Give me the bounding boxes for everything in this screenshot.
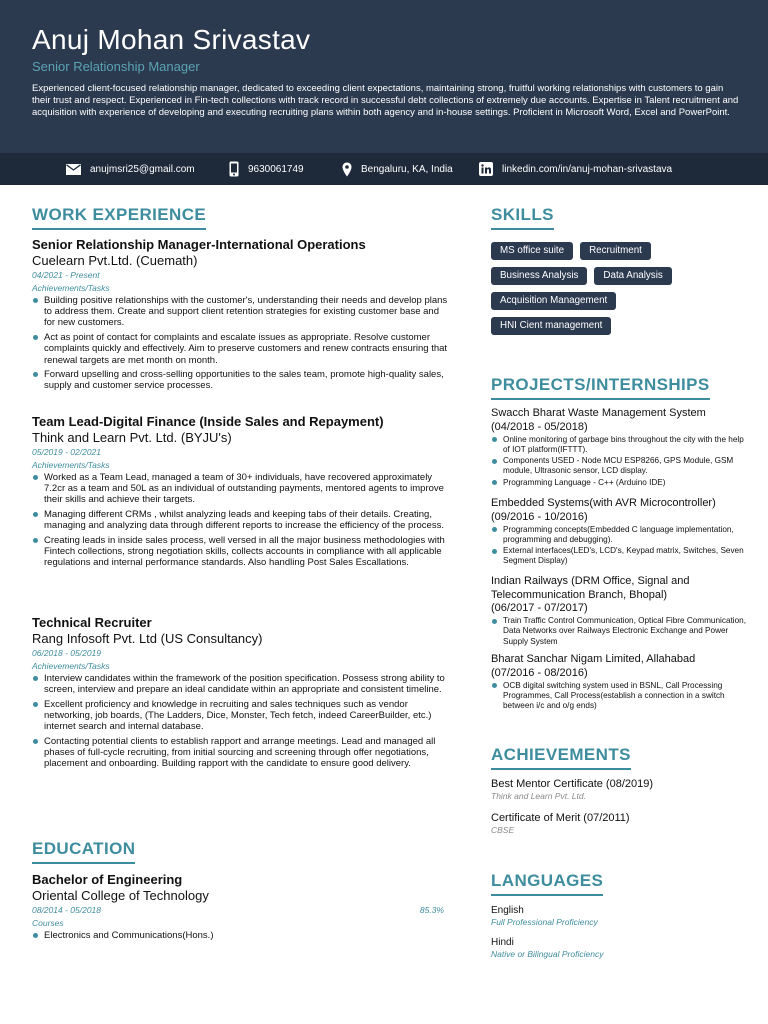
phone-icon: [229, 161, 239, 177]
job-title: Team Lead-Digital Finance (Inside Sales and Repayment): [32, 414, 384, 429]
job-entry: [32, 237, 452, 395]
project-dates: (06/2017 - 07/2017): [491, 602, 588, 614]
project-title: Swacch Bharat Waste Management System: [491, 407, 706, 419]
project-bullet: External interfaces(LED's, LCD's, Keypad matrix, Switches, Seven Segment Display): [491, 546, 746, 567]
job-bullet: Contacting potential clients to establish rapport and arrange meetings. Lead and managed all phases of full-cycle recruiting, from initial sourcing and screening through offer negotiations, placement and onboarding. Building rapport with the candidate to ensure good delivery.: [32, 736, 452, 770]
company-name: Think and Learn Pvt. Ltd. (BYJU's): [32, 430, 232, 445]
job-dates: 04/2021 - Present: [32, 270, 100, 280]
job-entry: [32, 414, 452, 572]
contact-email[interactable]: [66, 153, 195, 185]
profile-summary: Experienced client-focused relationship manager, dedicated to exceeding client expectations, maintaining strong, fruitful working relationships with customers to gain their trust and respect. Experienced in Fin-tech collections with track record in successful debt collections of extremely due accounts. Expertise in Talent recruitment and acquisition with experience of developing and executing recruiting plans within both agency and in-house settings. Proficient in Microsoft Word, Excel and PowerPoint.: [32, 83, 739, 118]
language-item: [491, 904, 746, 928]
linkedin-icon: [479, 162, 493, 176]
project-bullets: [491, 435, 746, 488]
courses-label: Courses: [32, 918, 64, 928]
project-dates: (09/2016 - 10/2016): [491, 510, 588, 523]
candidate-title: Senior Relationship Manager: [32, 59, 200, 74]
project-title: Indian Railways (DRM Office, Signal and Telecommunication Branch, Bhopal): [491, 575, 690, 601]
job-title: Senior Relationship Manager-International Operations: [32, 237, 366, 252]
work-experience-heading: WORK EXPERIENCE: [32, 205, 206, 230]
project-bullet: Programming concepts(Embedded C language implementation, programming and debugging).: [491, 525, 746, 546]
languages-heading: LANGUAGES: [491, 871, 603, 896]
linkedin-text: linkedin.com/in/anuj-mohan-srivastava: [502, 163, 673, 175]
company-name: Rang Infosoft Pvt. Ltd (US Consultancy): [32, 631, 263, 646]
project-bullets: [491, 616, 746, 647]
project-dates: (07/2016 - 08/2016): [491, 666, 588, 679]
job-dates: 05/2019 - 02/2021: [32, 447, 102, 457]
skill-tag: Recruitment: [580, 242, 651, 260]
job-bullet: Interview candidates within the framework of the position specification. Possess strong ability to screen, interview and prepare an ideal candidate within an appropriate and consistent timeline.: [32, 673, 452, 695]
degree: Bachelor of Engineering: [32, 872, 183, 887]
job-title: Technical Recruiter: [32, 615, 152, 630]
project-entry: [491, 653, 746, 712]
achievements-heading: ACHIEVEMENTS: [491, 745, 631, 770]
project-dates: (04/2018 - 05/2018): [491, 420, 588, 433]
project-bullet: Train Traffic Control Communication, Optical Fibre Communication, Data Networks over Railways Electronic Exchange and Power Supply System: [491, 616, 746, 647]
job-bullets: [32, 295, 452, 392]
education-grade: 85.3%: [419, 905, 444, 915]
education-entry: [32, 872, 444, 945]
job-bullet: Act as point of contact for complaints and escalate issues as appropriate. Resolve customer complaints quickly and effectively. Aim to preserve customers and renew contracts ensuring that renewal targets are met month on month.: [32, 332, 452, 366]
achievement-title: Best Mentor Certificate (08/2019): [491, 778, 654, 790]
location-text: Bengaluru, KA, India: [361, 163, 453, 175]
job-bullet: Excellent proficiency and knowledge in recruiting and sales techniques such as vendor networking, job boards, (The Ladders, Dice, Monster, Tech fetch, indeed CareerBuilder, etc.) internet search and internal database.: [32, 699, 452, 733]
course-list: [32, 930, 444, 941]
project-bullets: [491, 525, 746, 567]
skill-tag: MS office suite: [491, 242, 573, 260]
skill-tag: Business Analysis: [491, 267, 587, 285]
skill-tag: Data Analysis: [594, 267, 671, 285]
tasks-label: Achievements/Tasks: [32, 460, 110, 470]
project-entry: [491, 497, 746, 568]
job-entry: [32, 615, 452, 773]
job-bullets: [32, 472, 452, 569]
tasks-label: Achievements/Tasks: [32, 283, 110, 293]
language-item: [491, 936, 746, 960]
job-bullets: [32, 673, 452, 770]
language-level: Full Professional Proficiency: [491, 917, 598, 927]
language-name: Hindi: [491, 937, 514, 948]
achievement-issuer: Think and Learn Pvt. Ltd.: [491, 791, 586, 801]
achievement-title: Certificate of Merit (07/2011): [491, 812, 630, 824]
contact-phone[interactable]: [229, 153, 304, 185]
tasks-label: Achievements/Tasks: [32, 661, 110, 671]
company-name: Cuelearn Pvt.Ltd. (Cuemath): [32, 253, 198, 268]
projects-heading: PROJECTS/INTERNSHIPS: [491, 375, 710, 400]
job-bullet: Worked as a Team Lead, managed a team of 30+ individuals, have recovered approximately 7.2cr as a team and 50L as an individual of outstanding payments, mentored agents to improve their skills and achieve their targets.: [32, 472, 452, 506]
language-level: Native or Bilingual Proficiency: [491, 949, 604, 959]
skills-list: [491, 242, 751, 342]
achievement-item: [491, 777, 746, 802]
achievement-issuer: CBSE: [491, 825, 515, 835]
project-title: Embedded Systems(with AVR Microcontroller): [491, 497, 716, 509]
project-bullet: Components USED - Node MCU ESP8266, GPS Module, GSM module, Ultrasonic sensor, LCD display.: [491, 456, 746, 477]
language-name: English: [491, 905, 524, 916]
skill-tag: HNI Cient management: [491, 317, 611, 335]
project-entry: [491, 407, 746, 489]
project-bullets: [491, 681, 746, 712]
resume-header: [0, 0, 768, 153]
project-entry: [491, 575, 746, 648]
course-item: Electronics and Communications(Hons.): [32, 930, 444, 941]
skill-tag: Acquisition Management: [491, 292, 616, 310]
project-bullet: OCB digital switching system used in BSNL, Call Processing Programmes, Call Process(establish a connection in a switch between i/c and o/g ends): [491, 681, 746, 712]
school-name: Oriental College of Technology: [32, 888, 209, 903]
job-bullet: Creating leads in inside sales process, well versed in all the major business methodologies with Fintech collections, strong negotiation skills, collects accounts in compliance with all applicable regulations and internal performance standards. Also handling Post Sales Escallations.: [32, 535, 452, 569]
email-icon: [66, 164, 81, 175]
achievement-item: [491, 811, 746, 836]
skills-heading: SKILLS: [491, 205, 554, 230]
education-heading: EDUCATION: [32, 839, 135, 864]
job-bullet: Managing different CRMs , whilst analyzing leads and keeping tabs of their details. Creating, managing and analyzing data through different reports to increase the efficiency of the process.: [32, 509, 452, 531]
phone-text: 9630061749: [248, 163, 304, 175]
project-bullet: Programming Language - C++ (Arduino IDE): [491, 478, 746, 488]
job-bullet: Forward upselling and cross-selling opportunities to the sales team, promote high-quality sales, supply and customer service processes.: [32, 369, 452, 391]
project-title: Bharat Sanchar Nigam Limited, Allahabad: [491, 653, 696, 665]
candidate-name: Anuj Mohan Srivastav: [32, 24, 311, 55]
contact-linkedin[interactable]: [479, 153, 672, 185]
job-dates: 06/2018 - 05/2019: [32, 648, 102, 658]
job-bullet: Building positive relationships with the customer's, understanding their needs and develop plans to address them. Create and support client retention strategies for existing customer base and for new customers.: [32, 295, 452, 329]
education-dates: 08/2014 - 05/2018: [32, 905, 102, 915]
location-pin-icon: [342, 162, 352, 177]
contact-location: [342, 153, 453, 185]
email-text: anujmsri25@gmail.com: [90, 163, 195, 175]
project-bullet: Online monitoring of garbage bins throughout the city with the help of IOT platform(IFTTT).: [491, 435, 746, 456]
contact-bar: [0, 153, 768, 185]
